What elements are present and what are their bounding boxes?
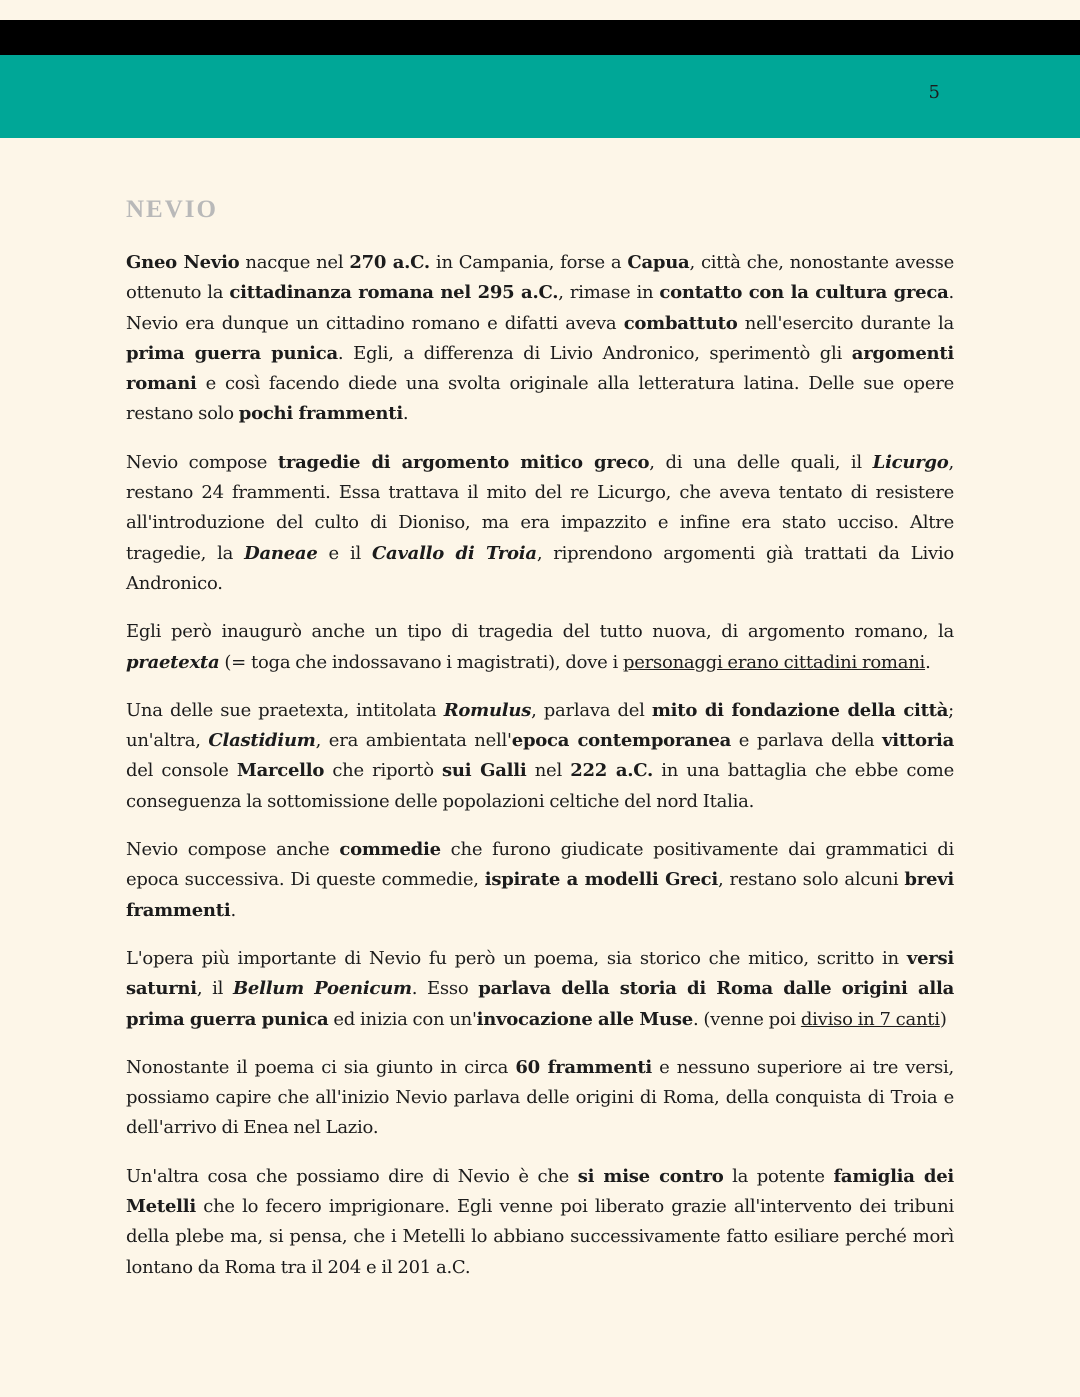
- paragraph: [126, 617, 954, 678]
- bold-text: Capua: [627, 252, 690, 273]
- text-run: nel: [526, 760, 571, 782]
- text-run: .: [402, 403, 409, 425]
- bold-text: cittadinanza romana nel 295 a.C.: [229, 282, 559, 304]
- text-run: , era ambientata nell': [315, 730, 512, 752]
- bold-text: argomenti romani: [126, 342, 955, 395]
- bold-text: ispirate a modelli Greci: [484, 869, 718, 891]
- text-run: Egli però inaugurò anche un tipo di tragedia del tutto nuova, di argomento romano, la: [126, 621, 954, 643]
- text-run: Nevio compose: [126, 451, 278, 473]
- text-run: e così facendo diede una svolta originale alla letteratura latina. Delle sue opere restano solo: [126, 373, 954, 425]
- text-run: ed inizia con un': [328, 1008, 477, 1030]
- bold-text: Gneo Nevio: [126, 252, 240, 273]
- text-run: L'opera più importante di Nevio fu però un poema, sia storico che mitico, scritto in: [126, 947, 907, 969]
- text-run: .: [230, 899, 236, 921]
- bold-text: 270 a.C.: [349, 252, 430, 273]
- text-run: la potente: [723, 1165, 834, 1187]
- bold-text: si mise contro: [577, 1165, 724, 1187]
- paragraph-list: [126, 248, 954, 1283]
- text-run: Un'altra cosa che possiamo dire di Nevio è che: [126, 1165, 578, 1187]
- bold-text: 222 a.C.: [570, 760, 654, 782]
- text-run: .: [925, 651, 931, 673]
- page-header-band: [0, 55, 1080, 138]
- text-run: Nonostante il poema ci sia giunto in circa: [126, 1056, 516, 1078]
- paragraph: [126, 835, 954, 926]
- page-number: 5: [928, 82, 940, 103]
- text-run: . Egli, a differenza di Livio Andronico, sperimentò gli: [337, 342, 852, 364]
- text-run: , il: [196, 978, 233, 1000]
- text-run: . (venne poi: [692, 1008, 801, 1030]
- text-run: Una delle sue praetexta, intitolata: [126, 699, 444, 721]
- bold-text: tragedie di argomento mitico greco: [277, 451, 650, 473]
- bold-italic-text: Daneae: [244, 542, 318, 564]
- paragraph: [126, 1162, 954, 1283]
- bold-italic-text: praetexta: [126, 651, 220, 673]
- bold-text: Marcello: [236, 760, 325, 782]
- text-run: , riprendono argomenti già trattati da Livio Andronico.: [126, 542, 954, 594]
- paragraph: [126, 448, 954, 599]
- section-title: NEVIO: [126, 196, 218, 223]
- text-run: in Campania, forse a: [429, 252, 628, 273]
- bold-text: 60 frammenti: [515, 1056, 653, 1078]
- paragraph: [126, 696, 954, 817]
- text-run: , rimase in: [558, 282, 660, 304]
- bold-text: invocazione alle Muse: [476, 1008, 693, 1030]
- bold-text: vittoria: [882, 730, 954, 752]
- paragraph: [126, 248, 954, 430]
- text-run: che riportò: [324, 760, 443, 782]
- bold-italic-text: Licurgo: [872, 451, 949, 473]
- text-run: e nessuno superiore ai tre versi, possiamo capire che all'inizio Nevio parlava delle origini di Roma, della conquista di Troia e dell'arrivo di Enea nel Lazio.: [126, 1056, 954, 1139]
- bold-italic-text: Cavallo di Troia: [371, 542, 537, 564]
- text-run: Nevio compose anche: [126, 839, 340, 861]
- bold-text: famiglia dei Metelli: [126, 1165, 954, 1218]
- bold-text: prima guerra punica: [126, 342, 338, 364]
- underlined-text: personaggi erano cittadini romani: [622, 651, 926, 673]
- bold-text: contatto con la cultura greca: [659, 282, 949, 304]
- bold-text: pochi frammenti: [238, 403, 403, 425]
- bold-text: combattuto: [623, 312, 738, 334]
- text-run: e il: [317, 542, 372, 564]
- bold-text: epoca contemporanea: [511, 730, 732, 752]
- bold-text: parlava della storia di Roma dalle origini alla prima guerra punica: [126, 978, 954, 1030]
- text-run: nell'esercito durante la: [737, 312, 954, 334]
- bold-italic-text: Clastidium: [208, 730, 316, 752]
- text-run: , di una delle quali, il: [649, 451, 873, 473]
- text-run: . Nevio era dunque un cittadino romano e difatti aveva: [126, 282, 954, 334]
- text-run: , restano solo alcuni: [717, 869, 905, 891]
- text-run: del console: [126, 760, 237, 782]
- text-run: , città che, nonostante avesse ottenuto la: [126, 252, 954, 304]
- top-black-bar: [0, 20, 1080, 55]
- text-run: in una battaglia che ebbe come conseguenza la sottomissione delle popolazioni celtiche del nord Italia.: [126, 760, 955, 812]
- text-run: e parlava della: [731, 730, 883, 752]
- text-run: che lo fecero imprigionare. Egli venne poi liberato grazie all'intervento dei tribuni della plebe ma, si pensa, che i Metelli lo abbiano successivamente fatto esiliare perché morì lontano da Roma tra il 204 e il 201 a.C.: [126, 1196, 954, 1278]
- text-run: (= toga che indossavano i magistrati), dove i: [219, 651, 623, 673]
- bold-text: mito di fondazione della città: [651, 699, 949, 721]
- bold-text: brevi frammenti: [126, 869, 954, 921]
- text-run: che furono giudicate positivamente dai grammatici di epoca successiva. Di queste commedie,: [126, 839, 954, 891]
- text-run: nacque nel: [239, 252, 350, 273]
- bold-text: versi saturni: [126, 947, 954, 1000]
- text-run: . Esso: [411, 978, 479, 1000]
- bold-text: commedie: [339, 839, 441, 861]
- text-run: , restano 24 frammenti. Essa trattava il mito del re Licurgo, che aveva tentato di resistere all'introduzione del culto di Dioniso, ma era impazzito e infine era stato ucciso. Altre tragedie, la: [126, 451, 955, 564]
- bold-italic-text: Bellum Poenicum: [232, 978, 412, 1000]
- text-run: , parlava del: [531, 699, 652, 721]
- paragraph: [126, 944, 954, 1035]
- text-run: ): [939, 1008, 947, 1030]
- text-run: ; un'altra,: [126, 699, 954, 752]
- bold-italic-text: Romulus: [443, 699, 532, 721]
- underlined-text: diviso in 7 canti: [800, 1008, 940, 1030]
- document-body: [126, 194, 954, 1301]
- bold-text: sui Galli: [442, 760, 527, 782]
- paragraph: [126, 1053, 954, 1144]
